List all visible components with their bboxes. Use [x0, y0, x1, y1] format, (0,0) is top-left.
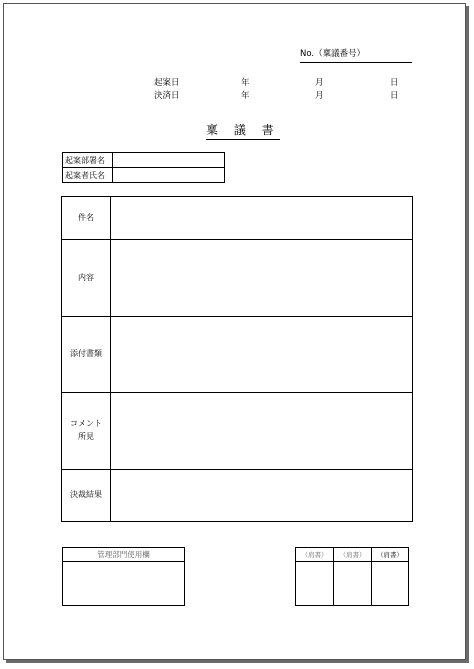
settlement-date-month: 月	[315, 91, 324, 101]
content-label: 内容	[62, 240, 111, 317]
table-row	[63, 548, 185, 562]
draft-date-year: 年	[241, 78, 250, 88]
draft-date-day: 日	[390, 78, 399, 88]
drafter-info-table	[62, 152, 225, 183]
document-title: 稟 議 書	[206, 121, 280, 140]
management-header: 管理部門使用欄	[63, 548, 185, 562]
table-row	[296, 562, 409, 606]
table-row	[62, 317, 413, 393]
attachments-field[interactable]	[111, 317, 413, 393]
decision-label: 決裁結果	[62, 470, 111, 522]
table-row	[62, 240, 413, 317]
table-row	[62, 393, 413, 470]
subject-field[interactable]	[111, 197, 413, 240]
document-page	[3, 3, 466, 660]
department-field[interactable]	[113, 153, 225, 168]
attachments-label: 添付書類	[62, 317, 111, 393]
comments-label: コメント 所見	[62, 393, 111, 470]
table-row	[62, 197, 413, 240]
stamp-header-3: （肩書）	[372, 548, 409, 562]
stamp-header-1: （肩書）	[296, 548, 334, 562]
stamp-header-2: （肩書）	[334, 548, 372, 562]
content-field[interactable]	[111, 240, 413, 317]
document-number: No.（稟議番号）	[300, 50, 412, 63]
settlement-date-day: 日	[390, 91, 399, 101]
management-field[interactable]	[63, 562, 185, 606]
table-row	[63, 168, 225, 183]
decision-field[interactable]	[111, 470, 413, 522]
settlement-date-label: 決済日	[154, 91, 180, 101]
table-row	[62, 470, 413, 522]
table-row	[63, 562, 185, 606]
stamp-box-2[interactable]	[334, 562, 372, 606]
approval-stamp-table	[295, 547, 409, 606]
department-label: 起案部署名	[63, 153, 113, 168]
comments-field[interactable]	[111, 393, 413, 470]
approval-main-table	[61, 196, 413, 522]
draft-date-month: 月	[315, 78, 324, 88]
draft-date-label: 起案日	[154, 78, 180, 88]
stamp-box-3[interactable]	[372, 562, 409, 606]
table-row	[63, 153, 225, 168]
stamp-box-1[interactable]	[296, 562, 334, 606]
drafter-name-field[interactable]	[113, 168, 225, 183]
settlement-date-year: 年	[241, 91, 250, 101]
table-row	[296, 548, 409, 562]
drafter-name-label: 起案者氏名	[63, 168, 113, 183]
subject-label: 件名	[62, 197, 111, 240]
management-box	[62, 547, 185, 606]
